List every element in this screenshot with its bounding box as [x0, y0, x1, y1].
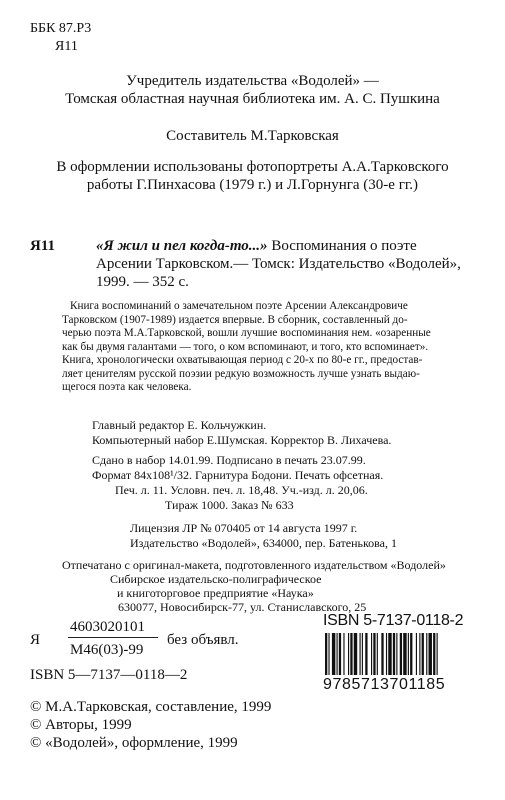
printer-line: и книготорговое предприятие «Наука»	[117, 586, 314, 600]
barcode-image	[323, 633, 488, 675]
printer-line: 630077, Новосибирск-77, ул. Станиславского, 25	[118, 600, 367, 614]
copyright-line: © «Водолей», оформление, 1999	[30, 735, 238, 751]
formula-fraction-bar	[68, 637, 158, 638]
isbn-line: ISBN 5—7137—0118—2	[30, 667, 188, 683]
print-info-line: Сдано в набор 14.01.99. Подписано в печать 23.07.99.	[92, 453, 366, 467]
bib-title: «Я жил и пел когда-то...»	[96, 238, 268, 254]
abstract-line: как бы двумя галантами — того, о ком вспоминают, и того, кто вспоминает».	[62, 340, 429, 353]
formula-numerator: 4603020101	[70, 619, 145, 635]
license-line-1: Лицензия ЛР № 070405 от 14 августа 1997 г.	[130, 521, 358, 535]
barcode-isbn: ISBN 5-7137-0118-2	[323, 612, 464, 629]
print-info-line: Формат 84х108¹/32. Гарнитура Бодони. Печать офсетная.	[92, 468, 384, 482]
photo-credit-line-2: работы Г.Пинхасова (1979 г.) и Л.Горнунга (30-е гг.)	[86, 177, 419, 193]
license-line-2: Издательство «Водолей», 634000, пер. Батенькова, 1	[130, 536, 398, 550]
copyright-line: © Авторы, 1999	[30, 717, 132, 733]
bbk-code: ББК 87.Р3	[30, 21, 92, 36]
bib-line-1	[96, 237, 417, 255]
copyright-line: © М.А.Тарковская, составление, 1999	[30, 699, 272, 715]
printer-line: Сибирское издательско-полиграфическое	[110, 572, 322, 586]
print-info-line: Печ. л. 11. Условн. печ. л. 18,48. Уч.-изд. л. 20,06.	[115, 483, 368, 497]
abstract-line: черью поэта М.А.Тарковской, вошли лучшие воспоминания нем. «озаренные	[62, 327, 431, 339]
abstract-line: Тарковском (1907-1989) издается впервые. В сборник, составленный до-	[62, 313, 408, 326]
formula-note: без объявл.	[167, 632, 239, 648]
barcode-digits: 9785713701185	[323, 676, 446, 693]
abstract	[62, 300, 431, 395]
founder-line-2: Томская областная научная библиотека им. А. С. Пушкина	[65, 91, 440, 107]
bib-index: Я11	[30, 238, 56, 254]
compiler: Составитель М.Тарковская	[166, 128, 339, 144]
abstract-line: ляет ценителям русской поэзии редкую возможность лучше узнать выдаю-	[62, 367, 420, 380]
abstract-line: Книга воспоминаний о замечательном поэте Арсении Александровиче	[70, 300, 408, 312]
abstract-line: Книга, хронологически охватывающая период с 20-х по 80-е гг., предостав-	[62, 354, 423, 366]
abstract-line: щегося поэта как человека.	[62, 381, 192, 393]
bbk-index: Я11	[55, 39, 78, 54]
formula-denominator: М46(03)-99	[70, 642, 144, 658]
bib-line-1-rest: Воспоминания о поэте	[271, 238, 417, 254]
founder-line-1: Учредитель издательства «Водолей» —	[126, 73, 379, 89]
bib-line-2: Арсении Тарковском.— Томск: Издательство «Водолей»,	[96, 256, 461, 272]
photo-credit-line-1: В оформлении использованы фотопортреты А.А.Тарковского	[56, 159, 449, 175]
printer-line: Отпечатано с оригинал-макета, подготовленного издательством «Водолей»	[62, 558, 446, 572]
print-info-line: Тираж 1000. Заказ № 633	[165, 498, 294, 512]
bib-line-3: 1999. — 352 с.	[96, 274, 189, 290]
formula-letter: Я	[30, 632, 41, 648]
staff-line-2: Компьютерный набор Е.Шумская. Корректор В. Лихачева.	[92, 433, 392, 447]
staff-line-1: Главный редактор Е. Кольчужкин.	[92, 418, 267, 432]
